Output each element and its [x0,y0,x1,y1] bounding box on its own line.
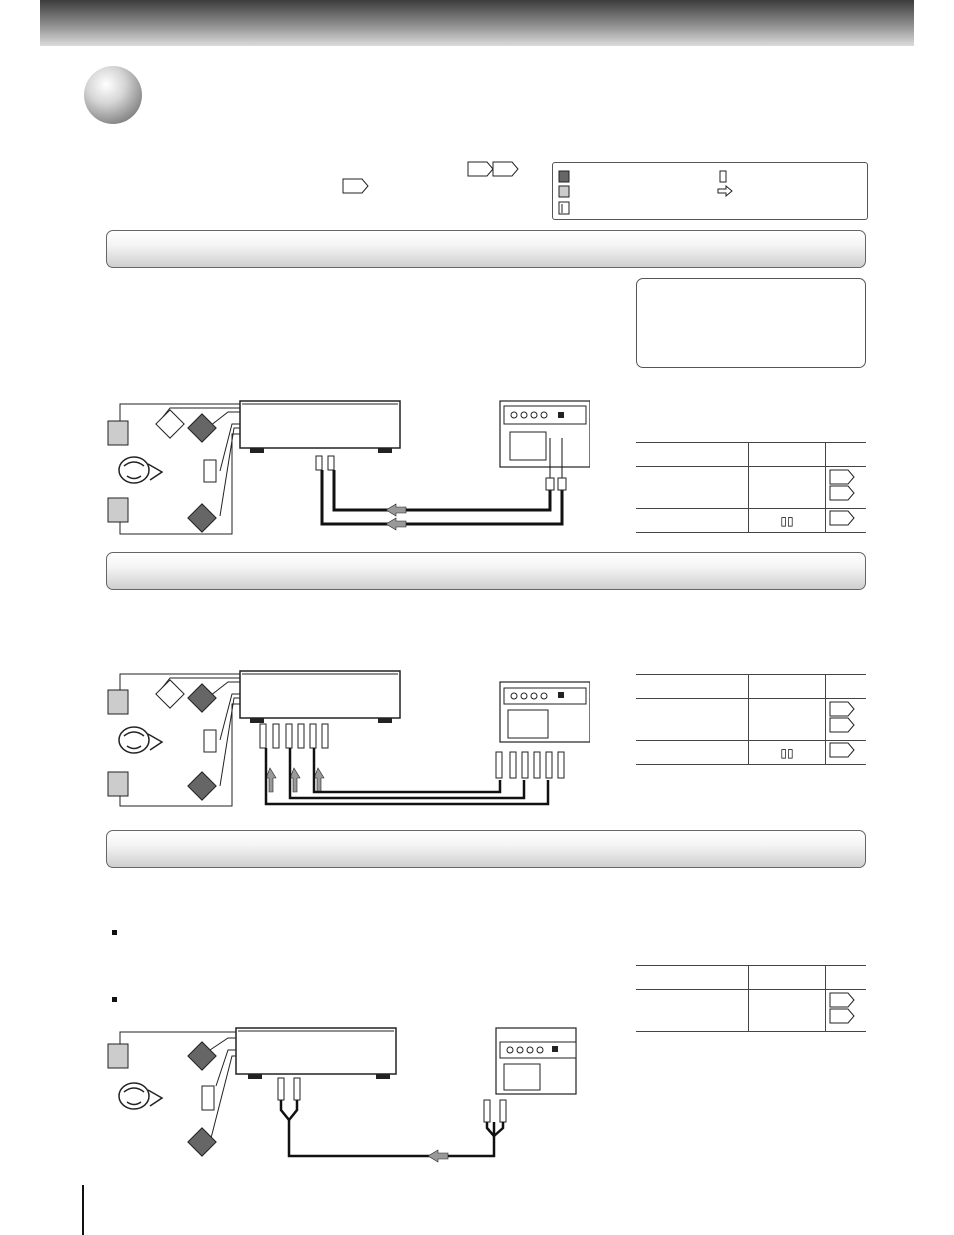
av-amplifier [240,671,400,718]
note-box [636,278,866,368]
bullet-marker [112,997,117,1002]
section-sphere-icon [84,66,142,124]
dolby-logo: ▯▯ [749,741,826,765]
dolby-logo: ▯▯ [749,509,826,533]
page-ref-tag-pair [826,990,856,1026]
page-ref-tag [826,509,856,527]
subwoofer [204,730,216,752]
page-ref-tag-pair [826,467,856,503]
listener-icon [119,457,162,483]
section-banner-digital [106,230,866,268]
subwoofer [204,460,216,482]
left-speaker [108,1044,128,1068]
right-speaker [188,1042,216,1070]
front-left-speaker [108,690,128,714]
center-speaker [156,680,184,708]
stereo-connection-diagram [100,1024,580,1164]
page-ref-tags [466,160,522,180]
connection-table-stereo [636,965,866,1032]
subwoofer-icon [719,170,727,186]
stereo-amplifier [236,1028,396,1074]
page-margin-divider [82,1185,84,1235]
center-speaker [156,410,184,438]
page-header-bar [40,0,914,46]
rear-right-speaker [188,772,216,800]
page-ref-tag [341,177,371,197]
rear-speaker [188,1128,216,1156]
signal-arrow-icon [717,185,733,200]
tv-icon [558,201,570,218]
front-right-speaker [188,414,216,442]
light-speaker-icon [558,185,570,201]
front-right-speaker [188,684,216,712]
legend-box [552,162,868,220]
analog-51-connection-diagram [100,668,590,813]
bullet-marker [112,930,117,935]
rear-right-speaker [188,504,216,532]
front-left-speaker [108,421,128,445]
connection-table-analog-51 [636,674,866,765]
subwoofer [202,1086,214,1110]
digital-connection-diagram [100,396,590,541]
page-ref-tag [826,741,856,759]
rear-left-speaker [108,498,128,522]
section-banner-analog-51 [106,552,866,590]
connection-table-digital [636,442,866,533]
listener-icon [119,1083,162,1109]
dark-speaker-icon [558,170,570,186]
page-ref-tag-pair [826,699,856,735]
listener-icon [119,727,162,753]
rear-left-speaker [108,772,128,796]
section-banner-stereo [106,830,866,868]
av-amplifier [240,401,400,448]
